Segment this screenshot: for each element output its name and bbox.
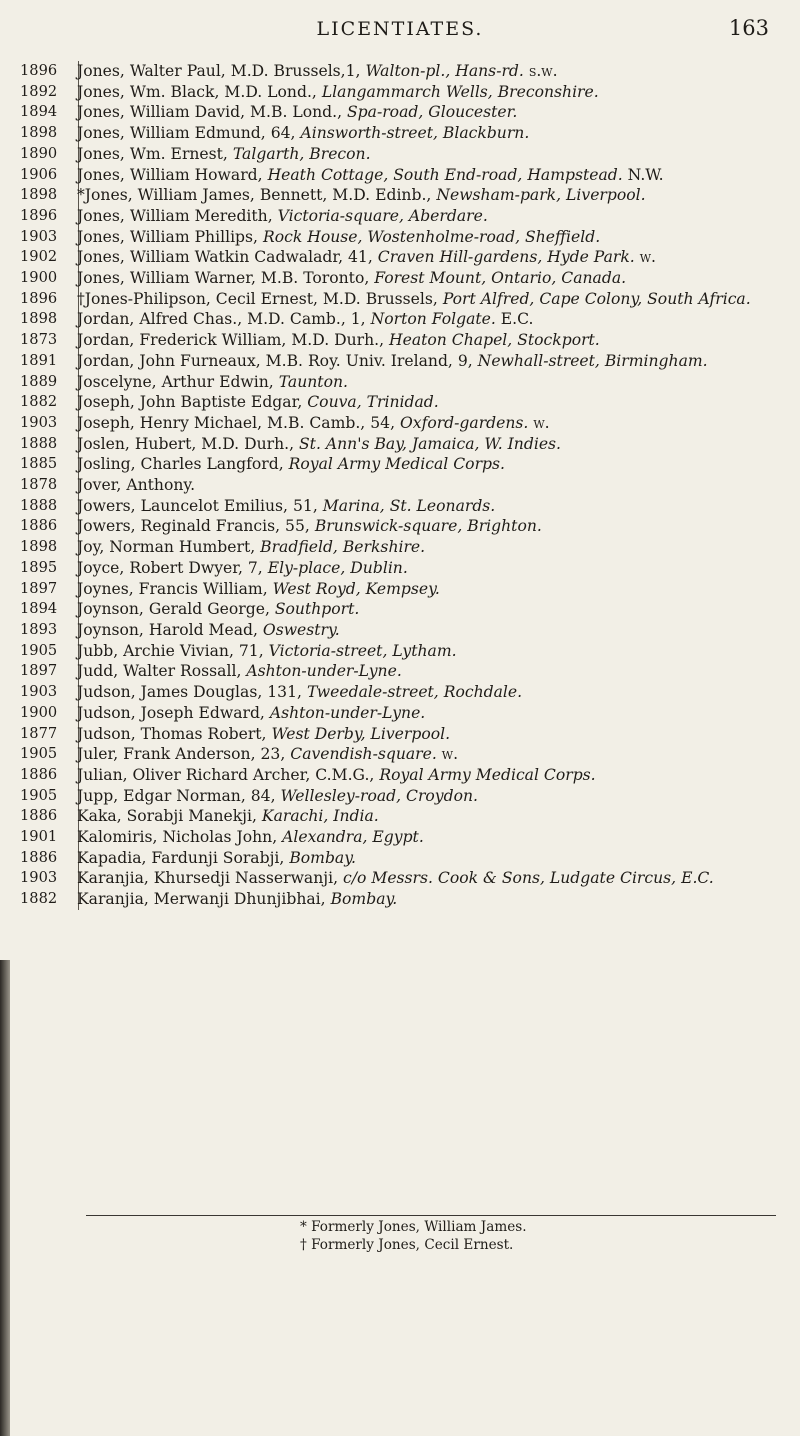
entry-address: Oswestry. — [262, 620, 340, 639]
entry-year: 1893 — [20, 620, 58, 638]
entry-text — [77, 82, 800, 103]
entry-address: Victoria-street, Lytham. — [268, 641, 457, 660]
entry-year: 1885 — [20, 455, 58, 473]
list-item — [0, 848, 800, 869]
entry-text — [77, 848, 800, 869]
entry-year: 1905 — [20, 641, 58, 659]
entry-text — [77, 165, 800, 186]
entry-text — [77, 537, 800, 558]
entry-year: 1892 — [20, 82, 58, 100]
entry-address: Rock House, Wostenholme-road, Sheffield. — [262, 227, 601, 246]
entry-address: Port Alfred, Cape Colony, South Africa. — [442, 289, 751, 308]
entry-name: Judson, Joseph Edward, — [77, 703, 270, 722]
entry-address: Heath Cottage, South End-road, Hampstead. — [267, 165, 623, 184]
entry-text — [77, 206, 800, 227]
entry-name: Joyce, Robert Dwyer, 7, — [77, 558, 268, 577]
entry-name: Jupp, Edgar Norman, 84, — [77, 786, 281, 805]
list-item — [0, 102, 800, 123]
entry-text — [77, 599, 800, 620]
entry-text — [77, 227, 800, 248]
entry-name: Joscelyne, Arthur Edwin, — [77, 372, 279, 391]
entry-text — [77, 806, 800, 827]
list-item — [0, 330, 800, 351]
entry-year: 1898 — [20, 538, 58, 556]
entry-text — [77, 309, 800, 330]
list-item — [0, 227, 800, 248]
entry-address: Royal Army Medical Corps. — [288, 455, 505, 474]
entry-address: Bombay. — [289, 848, 356, 867]
entry-text — [77, 247, 800, 268]
entry-name: Kaka, Sorabji Manekji, — [77, 807, 262, 826]
entry-address: Cavendish-square. — [290, 745, 437, 764]
footnote: † Formerly Jones, Cecil Ernest. — [300, 1237, 514, 1253]
entry-name: Karanjia, Merwanji Dhunjibhai, — [77, 890, 331, 909]
entry-address: Brunswick-square, Brighton. — [314, 517, 542, 536]
entry-address: Spa-road, Gloucester. — [347, 103, 518, 122]
entry-address: Heaton Chapel, Stockport. — [389, 331, 600, 350]
entry-text — [77, 558, 800, 579]
entry-year: 1890 — [20, 144, 58, 162]
entry-year: 1894 — [20, 600, 58, 618]
footnote-rule — [86, 1215, 776, 1216]
entry-name: Jubb, Archie Vivian, 71, — [77, 641, 269, 660]
entry-text — [77, 268, 800, 289]
entry-text — [77, 185, 800, 206]
entry-text — [77, 744, 800, 765]
entry-address: St. Ann's Bay, Jamaica, W. Indies. — [299, 434, 562, 453]
footnote: * Formerly Jones, William James. — [300, 1219, 527, 1235]
entry-name: Joynson, Harold Mead, — [77, 620, 263, 639]
list-item — [0, 516, 800, 537]
entry-address: Newsham-park, Liverpool. — [436, 186, 646, 205]
entry-name: Jones, William Warner, M.B. Toronto, — [77, 269, 375, 288]
entry-postal-district: w. — [528, 413, 550, 432]
list-item — [0, 703, 800, 724]
list-item — [0, 82, 800, 103]
list-item — [0, 765, 800, 786]
list-item — [0, 309, 800, 330]
entry-address: Karachi, India. — [261, 807, 379, 826]
entry-address: Royal Army Medical Corps. — [379, 765, 596, 784]
list-item — [0, 496, 800, 517]
entry-text — [77, 827, 800, 848]
list-item — [0, 413, 800, 434]
entry-text — [77, 330, 800, 351]
entry-text — [77, 372, 800, 393]
entry-postal-district: w. — [436, 745, 459, 764]
list-item — [0, 827, 800, 848]
entry-name: Juler, Frank Anderson, 23, — [77, 745, 291, 764]
list-item — [0, 537, 800, 558]
entry-text — [77, 351, 800, 372]
entry-address: Southport. — [274, 600, 360, 619]
entry-name: Joy, Norman Humbert, — [77, 538, 261, 557]
entry-year: 1873 — [20, 331, 58, 349]
list-item — [0, 599, 800, 620]
entry-text — [77, 620, 800, 641]
list-item — [0, 641, 800, 662]
entry-address: Alexandra, Egypt. — [282, 828, 424, 847]
list-item — [0, 247, 800, 268]
entry-name: †Jones-Philipson, Cecil Ernest, M.D. Brussels, — [77, 289, 443, 308]
entry-name: Jover, Anthony. — [77, 476, 196, 495]
entry-name: Jordan, Alfred Chas., M.D. Camb., 1, — [77, 310, 371, 329]
entry-address: Talgarth, Brecon. — [232, 144, 371, 163]
entry-address: Forest Mount, Ontario, Canada. — [374, 269, 627, 288]
entry-name: Julian, Oliver Richard Archer, C.M.G., — [77, 765, 380, 784]
entry-name: Jones, William Watkin Cadwaladr, 41, — [77, 248, 378, 267]
list-item — [0, 454, 800, 475]
entry-name: Joslen, Hubert, M.D. Durh., — [77, 434, 299, 453]
entry-name: Joynes, Francis William, — [77, 579, 273, 598]
entry-year: 1906 — [20, 165, 58, 183]
entry-address: Llangammarch Wells, Breconshire. — [321, 82, 599, 101]
page-edge-shadow — [0, 960, 10, 1436]
entry-name: Kalomiris, Nicholas John, — [77, 828, 283, 847]
running-header — [0, 0, 800, 56]
entry-year: 1896 — [20, 62, 58, 79]
entry-address: Marina, St. Leonards. — [322, 496, 496, 515]
entry-year: 1897 — [20, 579, 58, 597]
entry-year: 1888 — [20, 496, 58, 514]
entry-year: 1898 — [20, 310, 58, 328]
entry-address: Wellesley-road, Croydon. — [280, 786, 478, 805]
entry-text — [77, 703, 800, 724]
list-item — [0, 744, 800, 765]
list-item — [0, 372, 800, 393]
entry-text — [77, 102, 800, 123]
entry-text — [77, 868, 800, 889]
entry-address: Ely-place, Dublin. — [267, 558, 408, 577]
entry-name: Jowers, Launcelot Emilius, 51, — [77, 496, 323, 515]
entry-year: 1888 — [20, 434, 58, 452]
entry-year: 1886 — [20, 848, 58, 866]
page-number: 163 — [728, 16, 769, 40]
licentiate-list — [0, 61, 800, 910]
entry-address: Couva, Trinidad. — [307, 393, 439, 412]
list-item — [0, 475, 800, 496]
entry-name: Joseph, Henry Michael, M.B. Camb., 54, — [77, 413, 400, 432]
entry-text — [77, 889, 800, 910]
entry-name: Jowers, Reginald Francis, 55, — [77, 517, 315, 536]
entry-name: Joynson, Gerald George, — [77, 600, 275, 619]
entry-text — [77, 661, 800, 682]
entry-address: Victoria-square, Aberdare. — [277, 206, 488, 225]
list-item — [0, 206, 800, 227]
entry-year: 1898 — [20, 186, 58, 204]
list-item — [0, 61, 800, 82]
list-item — [0, 661, 800, 682]
entry-year: 1896 — [20, 206, 58, 224]
entry-year: 1903 — [20, 413, 58, 431]
entry-year: 1886 — [20, 517, 58, 535]
entry-name: Judson, Thomas Robert, — [77, 724, 272, 743]
entry-name: *Jones, William James, Bennett, M.D. Edinb., — [77, 186, 437, 205]
entry-text — [77, 454, 800, 475]
entry-year: 1891 — [20, 351, 58, 369]
list-item — [0, 351, 800, 372]
entry-text — [77, 289, 800, 310]
entry-address: Ainsworth-street, Blackburn. — [300, 124, 530, 143]
entry-year: 1905 — [20, 786, 58, 804]
list-item — [0, 889, 800, 910]
entry-year: 1894 — [20, 103, 58, 121]
entry-name: Jones, Wm. Ernest, — [77, 144, 233, 163]
entry-address: Craven Hill-gardens, Hyde Park. — [377, 248, 635, 267]
list-item — [0, 682, 800, 703]
entry-text — [77, 123, 800, 144]
entry-name: Judd, Walter Rossall, — [77, 662, 247, 681]
list-item — [0, 786, 800, 807]
list-item — [0, 123, 800, 144]
entry-year: 1886 — [20, 765, 58, 783]
entry-year: 1905 — [20, 745, 58, 763]
entry-year: 1903 — [20, 227, 58, 245]
entry-name: Jones, William David, M.B. Lond., — [77, 103, 347, 122]
list-item — [0, 185, 800, 206]
entry-address: Walton-pl., Hans-rd. — [365, 62, 524, 80]
entry-address: Ashton-under-Lyne. — [269, 703, 426, 722]
entry-name: Karanjia, Khursedji Nasserwanji, — [77, 869, 344, 888]
entry-address: Bombay. — [330, 890, 398, 909]
list-item — [0, 268, 800, 289]
list-item — [0, 806, 800, 827]
entry-address: Tweedale-street, Rochdale. — [306, 683, 523, 702]
entry-year: 1900 — [20, 269, 58, 287]
entry-year: 1878 — [20, 476, 58, 494]
entry-name: Jones, William Howard, — [77, 165, 268, 184]
entry-address: Taunton. — [278, 372, 348, 391]
entry-name: Kapadia, Fardunji Sorabji, — [77, 848, 290, 867]
entry-name: Joseph, John Baptiste Edgar, — [77, 393, 308, 412]
entry-name: Jones, Wm. Black, M.D. Lond., — [77, 82, 322, 101]
list-item — [0, 392, 800, 413]
entry-year: 1877 — [20, 724, 58, 742]
entry-year: 1903 — [20, 683, 58, 701]
list-item — [0, 868, 800, 889]
entry-address: West Royd, Kempsey. — [272, 579, 440, 598]
entry-year: 1882 — [20, 393, 58, 411]
entry-address: West Derby, Liverpool. — [271, 724, 451, 743]
entry-address: Bradfield, Berkshire. — [260, 538, 426, 557]
entry-address: Ashton-under-Lyne. — [246, 662, 402, 681]
list-item — [0, 724, 800, 745]
entry-address: c/o Messrs. Cook & Sons, Ludgate Circus, E.C. — [343, 869, 714, 888]
entry-name: Jones, William Phillips, — [77, 227, 263, 246]
entry-text — [77, 475, 800, 496]
entry-year: 1902 — [20, 248, 58, 266]
entry-year: 1900 — [20, 703, 58, 721]
entry-name: Jones, William Meredith, — [77, 206, 278, 225]
entry-text — [77, 516, 800, 537]
list-item — [0, 620, 800, 641]
list-item — [0, 165, 800, 186]
entry-address: Norton Folgate. — [370, 310, 496, 329]
entry-text — [77, 413, 800, 434]
entry-text — [77, 144, 800, 165]
entry-year: 1897 — [20, 662, 58, 680]
entry-year: 1903 — [20, 869, 58, 887]
entry-postal-district: w. — [634, 248, 656, 267]
entry-year: 1886 — [20, 807, 58, 825]
entry-name: Jordan, Frederick William, M.D. Durh., — [77, 331, 390, 350]
entry-name: Judson, James Douglas, 131, — [77, 683, 307, 702]
entry-text — [77, 392, 800, 413]
list-item — [0, 144, 800, 165]
entry-text — [77, 682, 800, 703]
entry-year: 1889 — [20, 372, 58, 390]
entry-name: Josling, Charles Langford, — [77, 455, 289, 474]
entry-name: Jones, William Edmund, 64, — [77, 124, 301, 143]
entry-name: Jones, Walter Paul, M.D. Brussels,1, — [77, 62, 366, 80]
entry-text — [77, 724, 800, 745]
entry-postal-district: s.w. — [523, 62, 558, 80]
entry-text — [77, 765, 800, 786]
entry-year: 1896 — [20, 289, 58, 307]
entry-postal-district: E.C. — [495, 310, 534, 329]
entry-postal-district: N.W. — [622, 165, 664, 184]
list-item — [0, 579, 800, 600]
list-item — [0, 434, 800, 455]
list-item — [0, 558, 800, 579]
entry-year: 1901 — [20, 828, 58, 846]
entry-address: Oxford-gardens. — [399, 413, 529, 432]
entry-text — [77, 579, 800, 600]
entry-text — [77, 61, 800, 82]
entry-text — [77, 641, 800, 662]
entry-text — [77, 786, 800, 807]
entry-year: 1898 — [20, 124, 58, 142]
entry-text — [77, 434, 800, 455]
page-title: LICENTIATES. — [316, 18, 484, 40]
list-item — [0, 289, 800, 310]
entry-text — [77, 496, 800, 517]
entry-address: Newhall-street, Birmingham. — [477, 351, 708, 370]
entry-year: 1895 — [20, 558, 58, 576]
entry-name: Jordan, John Furneaux, M.B. Roy. Univ. Ireland, 9, — [77, 351, 478, 370]
entry-year: 1882 — [20, 890, 58, 908]
